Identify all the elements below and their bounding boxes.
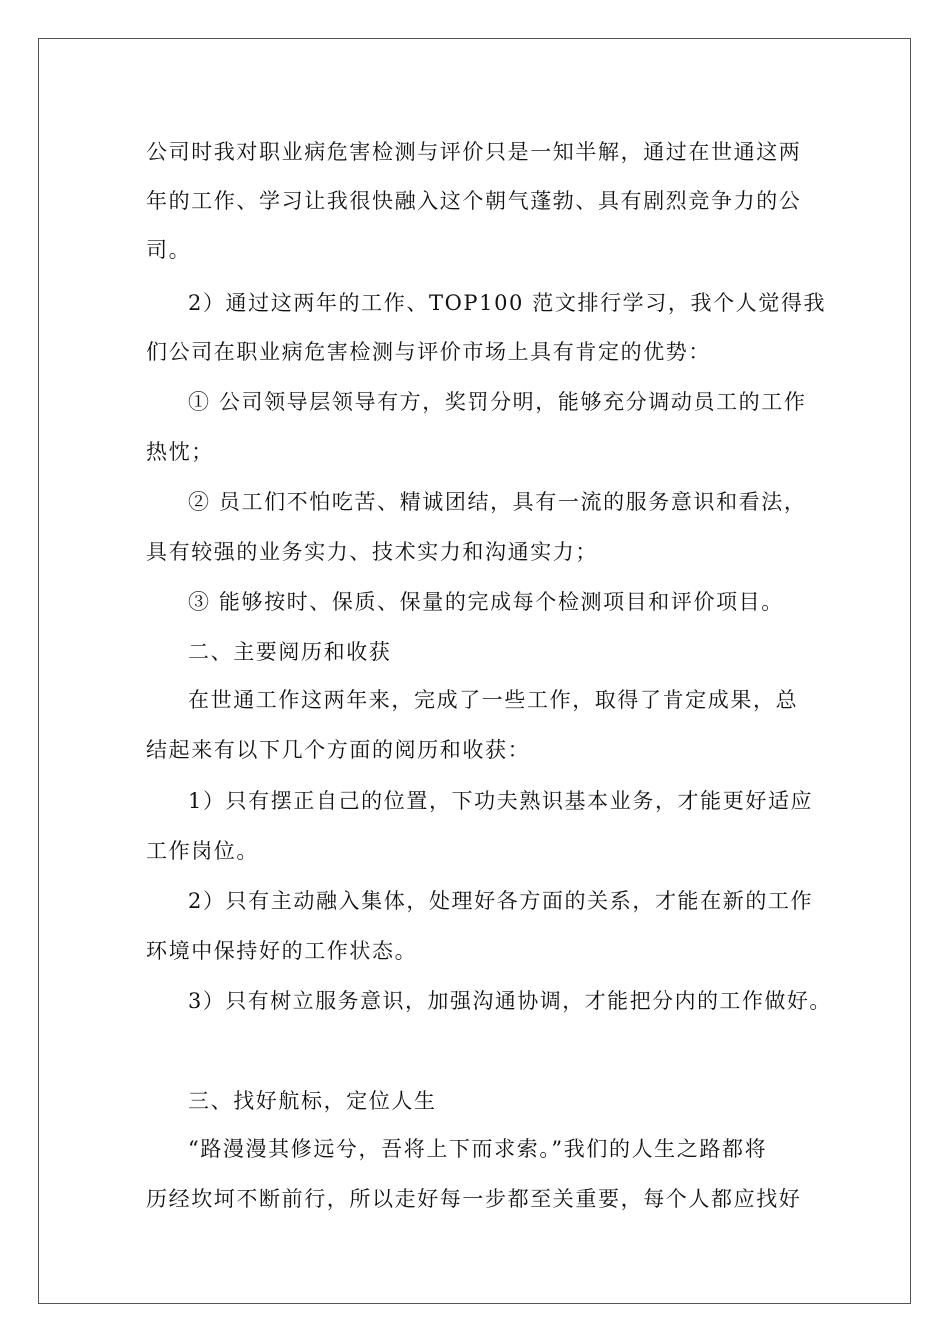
list-item-1: ① 公司领导层领导有方，奖罚分明，能够充分调动员工的工作 (188, 390, 807, 414)
body-text-line: 工作岗位。 (146, 839, 259, 863)
section-heading-2: 二、主要阅历和收获 (188, 640, 392, 664)
body-text-line: 2）只有主动融入集体，处理好各方面的关系，才能在新的工作 (188, 889, 814, 913)
body-text-line: 环境中保持好的工作状态。 (146, 939, 418, 963)
body-text-line: 1）只有摆正自己的位置，下功夫熟识基本业务，才能更好适应 (188, 789, 814, 813)
body-text-line: 年的工作、学习让我很快融入这个朝气蓬勃、具有剧烈竞争力的公 (146, 189, 802, 213)
body-text-line: 们公司在职业病危害检测与评价市场上具有肯定的优势： (146, 340, 711, 364)
body-text-line: 3）只有树立服务意识，加强沟通协调，才能把分内的工作做好。 (188, 989, 832, 1013)
body-text-line: 热忱； (146, 440, 214, 464)
body-text-line: “路漫漫其修远兮，吾将上下而求索。”我们的人生之路都将 (188, 1137, 768, 1161)
list-item-3: ③ 能够按时、保质、保量的完成每个检测项目和评价项目。 (188, 590, 784, 614)
body-text-line: 结起来有以下几个方面的阅历和收获： (146, 738, 531, 762)
page-border (38, 38, 911, 1304)
section-heading-3: 三、找好航标，定位人生 (188, 1089, 437, 1113)
body-text-line: 司。 (146, 238, 192, 262)
body-text-line: 公司时我对职业病危害检测与评价只是一知半解，通过在世通这两 (146, 140, 802, 164)
body-text-line: 在世通工作这两年来，完成了一些工作，取得了肯定成果，总 (188, 688, 799, 712)
body-text-line: 2）通过这两年的工作、TOP100 范文排行学习，我个人觉得我 (188, 291, 827, 315)
list-item-2: ② 员工们不怕吃苦、精诚团结，具有一流的服务意识和看法， (188, 490, 807, 514)
body-text-line: 历经坎坷不断前行，所以走好每一步都至关重要，每个人都应找好 (146, 1187, 802, 1211)
body-text-line: 具有较强的业务实力、技术实力和沟通实力； (146, 540, 598, 564)
